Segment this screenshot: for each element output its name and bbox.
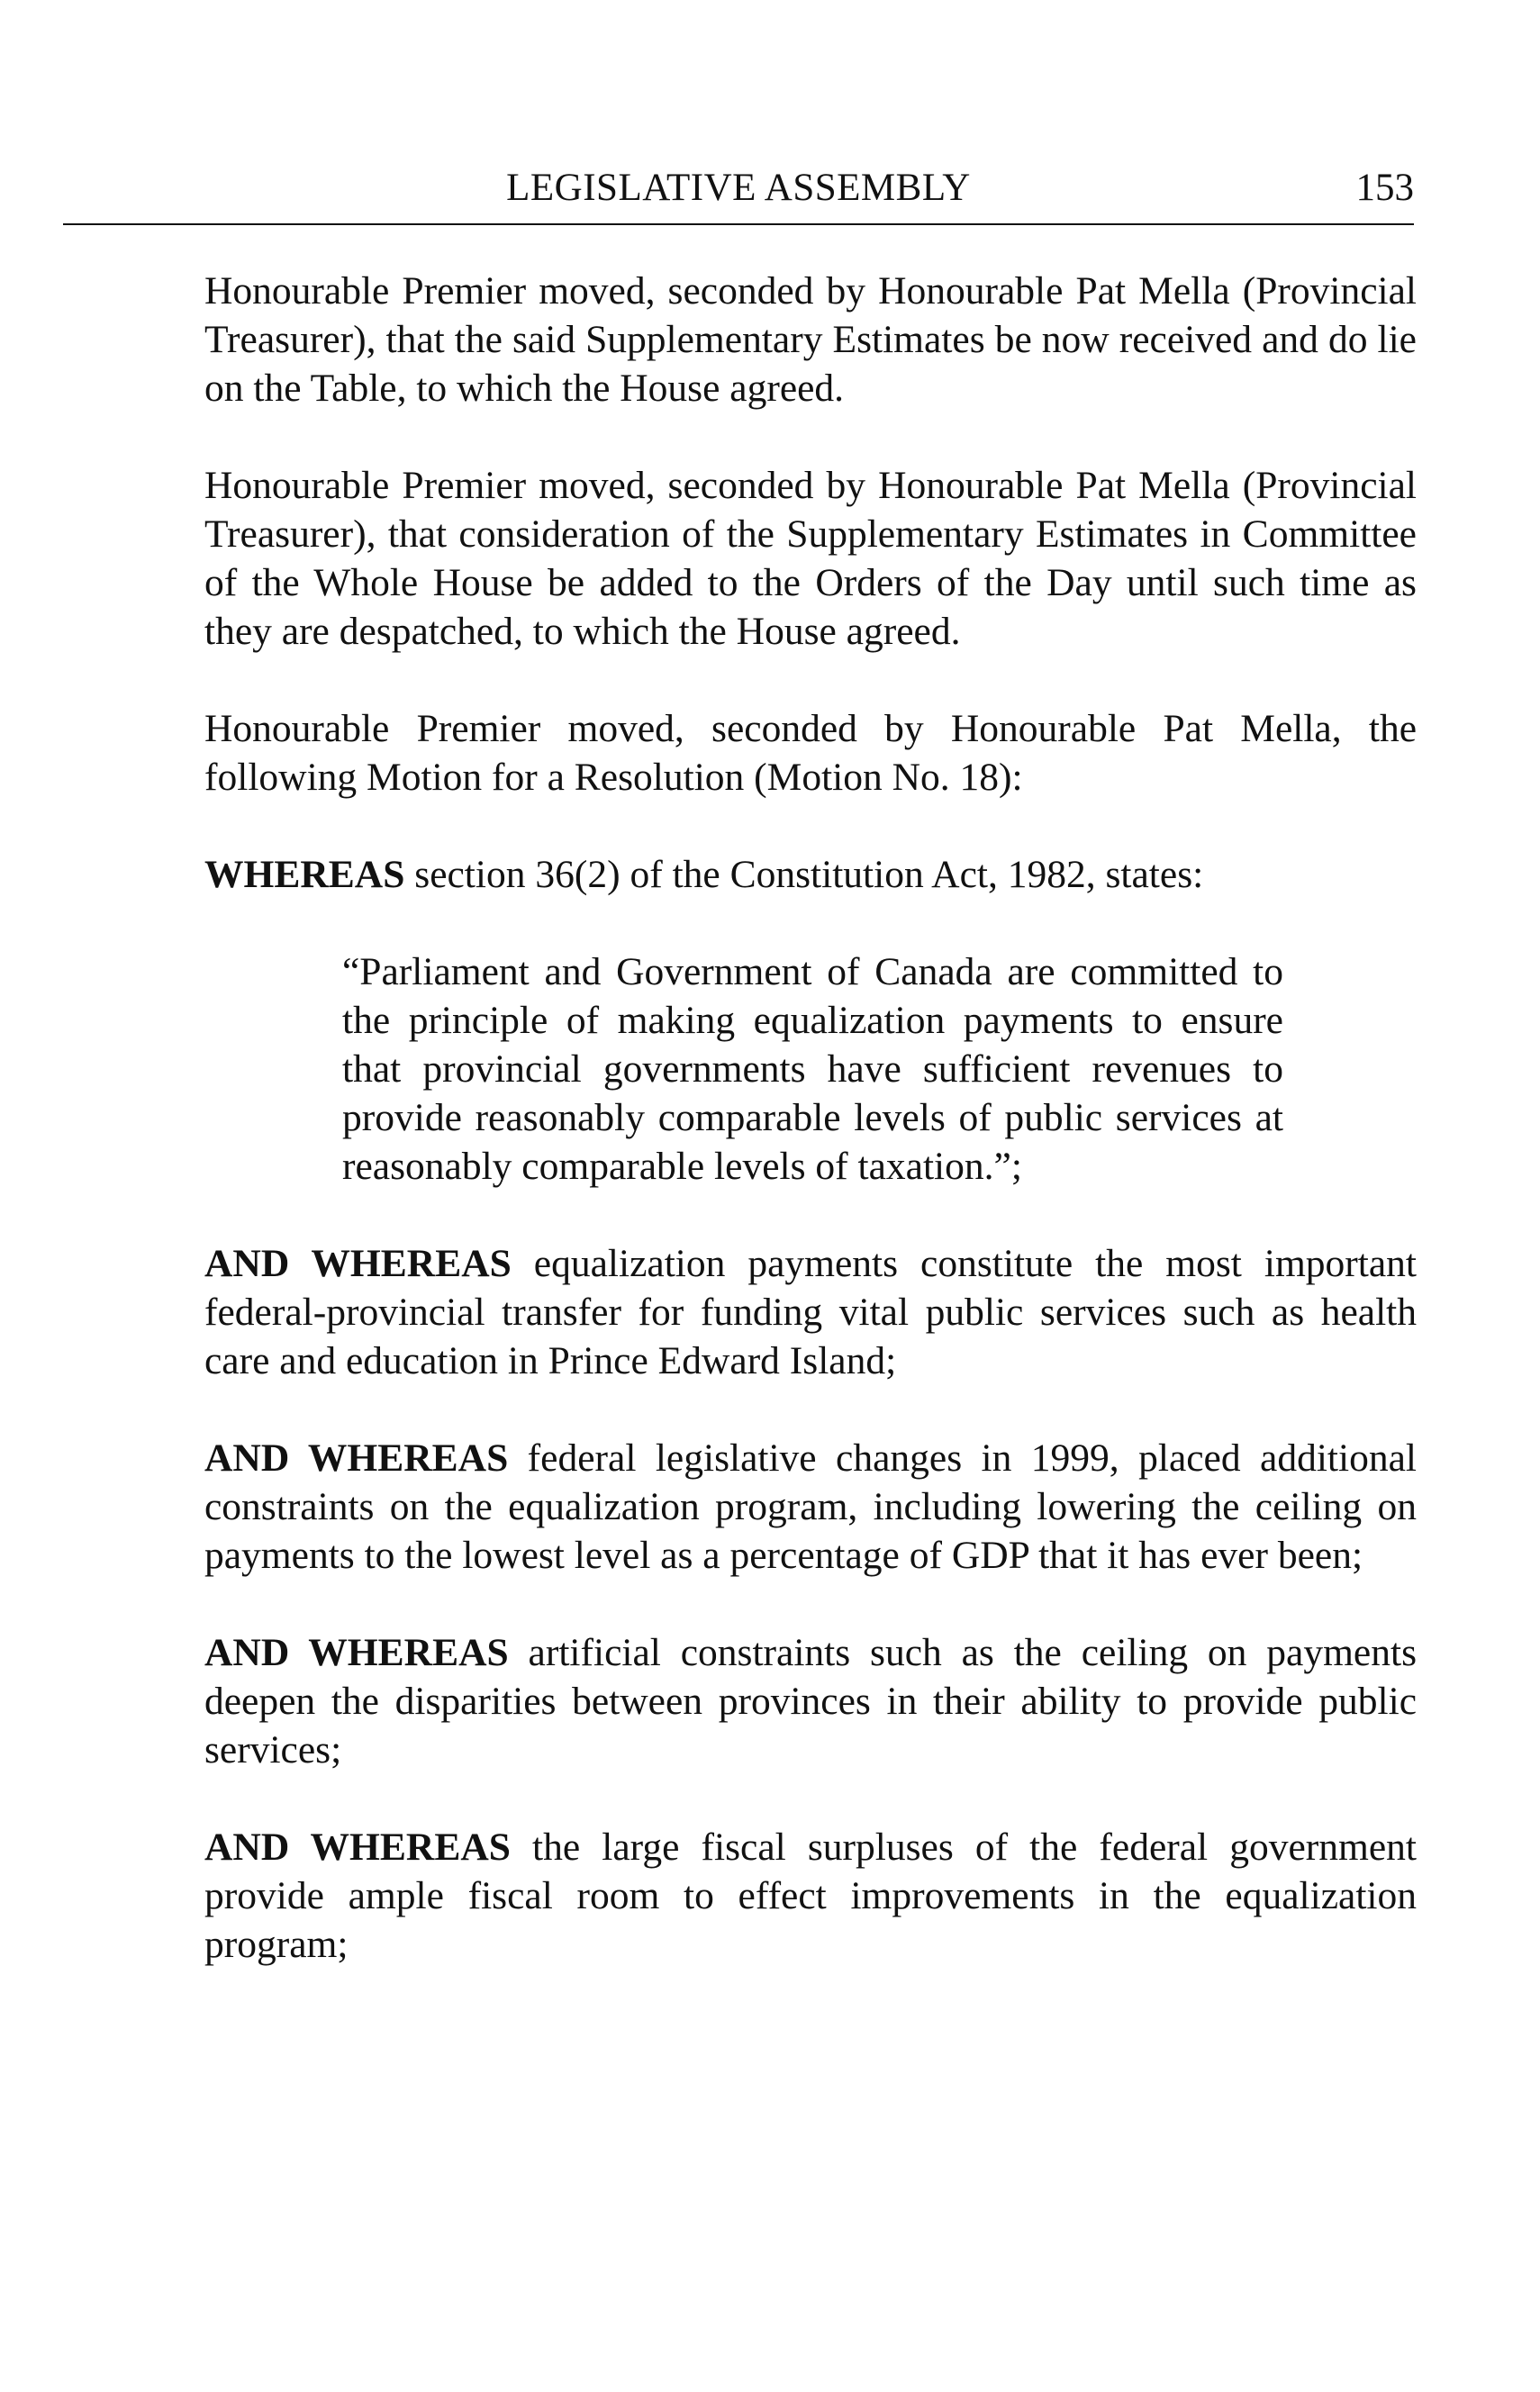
whereas-text: equalization payments constitute the most important federal-provincial transfer for funding vital public services such as health care and education in Prince Edward Island;: [204, 1242, 1417, 1382]
document-body: [204, 267, 1417, 1969]
constitution-quote: “Parliament and Government of Canada are committed to the principle of making equalization payments to ensure that provincial governments have sufficient revenues to provide reasonably comparable levels of public services at reasonably comparable levels of taxation.”;: [342, 950, 1283, 1188]
whereas-keyword: WHEREAS: [204, 853, 405, 896]
whereas-clause-equalization-importance: [204, 1239, 1417, 1385]
and-whereas-keyword: AND WHEREAS: [204, 1242, 512, 1285]
page-header: [63, 162, 1414, 225]
whereas-text: section 36(2) of the Constitution Act, 1982, states:: [404, 853, 1204, 896]
whereas-clause-legislative-changes: [204, 1434, 1417, 1580]
whereas-clause-artificial-constraints: [204, 1628, 1417, 1774]
and-whereas-keyword: AND WHEREAS: [204, 1826, 511, 1869]
whereas-clause-constitution: [204, 850, 1417, 899]
paragraph-motion-estimates-received: Honourable Premier moved, seconded by Honourable Pat Mella (Provincial Treasurer), that the said Supplementary Estimates be now received and do lie on the Table, to which the House agreed.: [204, 269, 1417, 410]
running-header-title: LEGISLATIVE ASSEMBLY: [506, 167, 971, 209]
paragraph-motion-resolution: Honourable Premier moved, seconded by Honourable Pat Mella, the following Motion for a Resolution (Motion No. 18):: [204, 707, 1417, 799]
whereas-text: the large fiscal surpluses of the federal government provide ample fiscal room to effect improvements in the equalization program;: [204, 1826, 1418, 1966]
page-number: 153: [1355, 167, 1414, 209]
whereas-clause-fiscal-surpluses: [204, 1823, 1417, 1969]
paragraph-motion-estimates-committee: Honourable Premier moved, seconded by Honourable Pat Mella (Provincial Treasurer), that consideration of the Supplementary Estimates in Committee of the Whole House be added to the Orders of the Day until such time as they are despatched, to which the House agreed.: [204, 464, 1417, 653]
whereas-text: federal legislative changes in 1999, placed additional constraints on the equalization program, including lowering the ceiling on payments to the lowest level as a percentage of GDP that it has ever been;: [204, 1436, 1417, 1577]
whereas-text: artificial constraints such as the ceiling on payments deepen the disparities between provinces in their ability to provide public services;: [204, 1631, 1417, 1771]
and-whereas-keyword: AND WHEREAS: [204, 1436, 509, 1480]
and-whereas-keyword: AND WHEREAS: [204, 1631, 509, 1674]
